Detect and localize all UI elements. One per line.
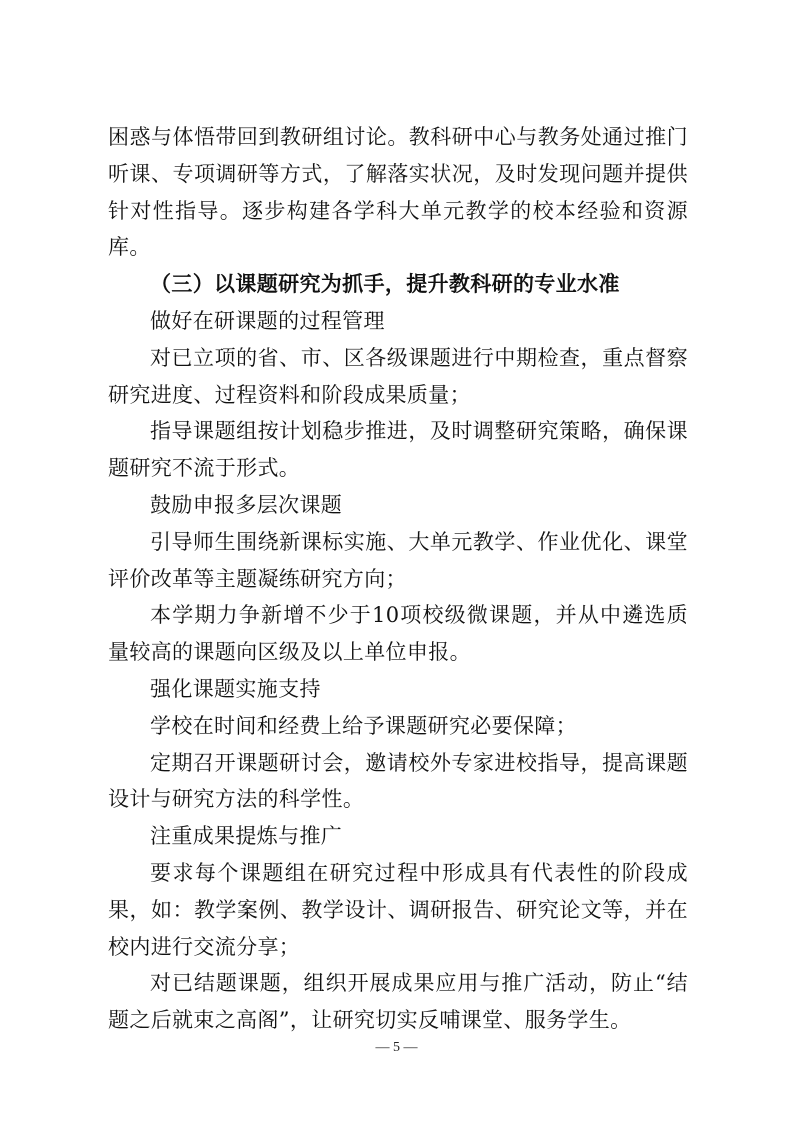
body-paragraph: 做好在研课题的过程管理 [150,308,385,333]
body-paragraph: 本学期力争新增不少于10项校级微课题，并从中遴选质量较高的课题向区级及以上单位申报。 [108,603,688,665]
section-heading: （三）以课题研究为抓手，提升教科研的专业水准 [150,271,620,297]
body-paragraph: 引导师生围绕新课标实施、大单元教学、作业优化、课堂评价改革等主题凝练研究方向； [108,529,688,591]
body-paragraph: 注重成果提炼与推广 [150,824,343,849]
page-number: — 5 — [375,1040,418,1055]
body-paragraph: 指导课题组按计划稳步推进，及时调整研究策略，确保课题研究不流于形式。 [108,419,688,481]
body-paragraph: 强化课题实施支持 [150,676,321,701]
body-paragraph: 学校在时间和经费上给予课题研究必要保障； [150,713,577,738]
body-paragraph: 鼓励申报多层次课题 [150,492,343,517]
body-paragraph: 对已结题课题，组织开展成果应用与推广活动，防止“结题之后就束之高阁”，让研究切实反哺课堂、服务学生。 [108,971,688,1033]
body-paragraph: 定期召开课题研讨会，邀请校外专家进校指导，提高课题设计与研究方法的科学性。 [108,750,688,812]
body-paragraph: 困惑与体悟带回到教研组讨论。教科研中心与教务处通过推门听课、专项调研等方式，了解落实状况，及时发现问题并提供针对性指导。逐步构建各学科大单元教学的校本经验和资源库。 [108,125,688,260]
body-paragraph: 对已立项的省、市、区各级课题进行中期检查，重点督察研究进度、过程资料和阶段成果质量； [108,345,688,407]
document-body [108,119,688,1039]
body-paragraph: 要求每个课题组在研究过程中形成具有代表性的阶段成果，如：教学案例、教学设计、调研报告、研究论文等，并在校内进行交流分享； [108,860,688,959]
